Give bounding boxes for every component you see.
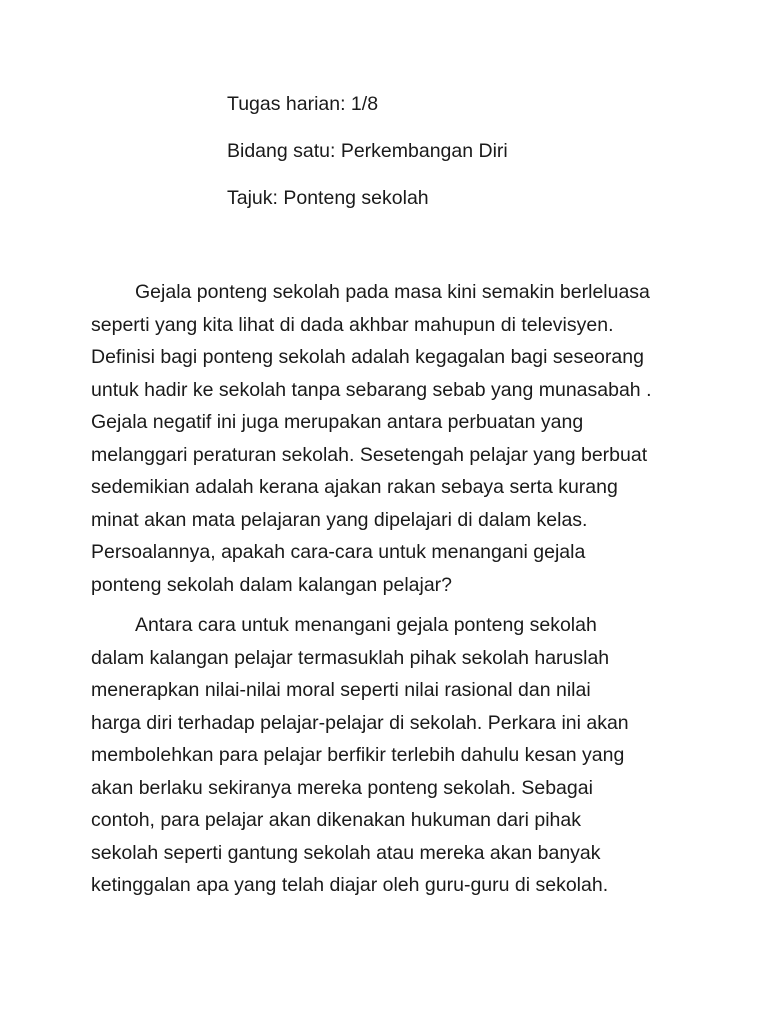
- paragraph-line: sedemikian adalah kerana ajakan rakan sebaya serta kurang: [91, 476, 618, 498]
- paragraph-line: ponteng sekolah dalam kalangan pelajar?: [91, 573, 453, 596]
- field-label: Bidang satu: Perkembangan Diri: [227, 140, 508, 162]
- paragraph-line: akan berlaku sekiranya mereka ponteng sekolah. Sebagai: [91, 776, 593, 799]
- paragraph-line: membolehkan para pelajar berfikir terlebih dahulu kesan yang: [91, 744, 625, 766]
- title-label: Tajuk: Ponteng sekolah: [227, 187, 429, 209]
- document-header: [227, 92, 727, 233]
- paragraph-line: Gejala negatif ini juga merupakan antara perbuatan yang: [91, 411, 584, 433]
- paragraph-line: dalam kalangan pelajar termasuklah pihak sekolah haruslah: [91, 646, 610, 669]
- paragraph-line: Gejala ponteng sekolah pada masa kini semakin berleluasa: [135, 281, 650, 303]
- paragraph-line: untuk hadir ke sekolah tanpa sebarang sebab yang munasabah .: [91, 378, 652, 401]
- task-label: Tugas harian: 1/8: [227, 93, 379, 115]
- paragraph-line: minat akan mata pelajaran yang dipelajari di dalam kelas.: [91, 508, 588, 531]
- paragraph-line: seperti yang kita lihat di dada akhbar mahupun di televisyen.: [91, 313, 614, 336]
- paragraph-2: [91, 609, 691, 902]
- document-body: [91, 276, 691, 910]
- paragraph-line: Persoalannya, apakah cara-cara untuk menangani gejala: [91, 541, 586, 563]
- paragraph-line: Antara cara untuk menangani gejala ponteng sekolah: [135, 614, 597, 636]
- paragraph-line: melanggari peraturan sekolah. Sesetengah pelajar yang berbuat: [91, 443, 648, 466]
- paragraph-line: contoh, para pelajar akan dikenakan hukuman dari pihak: [91, 809, 581, 831]
- paragraph-line: menerapkan nilai-nilai moral seperti nilai rasional dan nilai: [91, 679, 591, 701]
- paragraph-line: ketinggalan apa yang telah diajar oleh guru-guru di sekolah.: [91, 874, 609, 896]
- paragraph-line: Definisi bagi ponteng sekolah adalah kegagalan bagi seseorang: [91, 346, 644, 368]
- paragraph-line: sekolah seperti gantung sekolah atau mereka akan banyak: [91, 841, 601, 864]
- paragraph-line: harga diri terhadap pelajar-pelajar di sekolah. Perkara ini akan: [91, 711, 629, 734]
- paragraph-1: [91, 276, 691, 601]
